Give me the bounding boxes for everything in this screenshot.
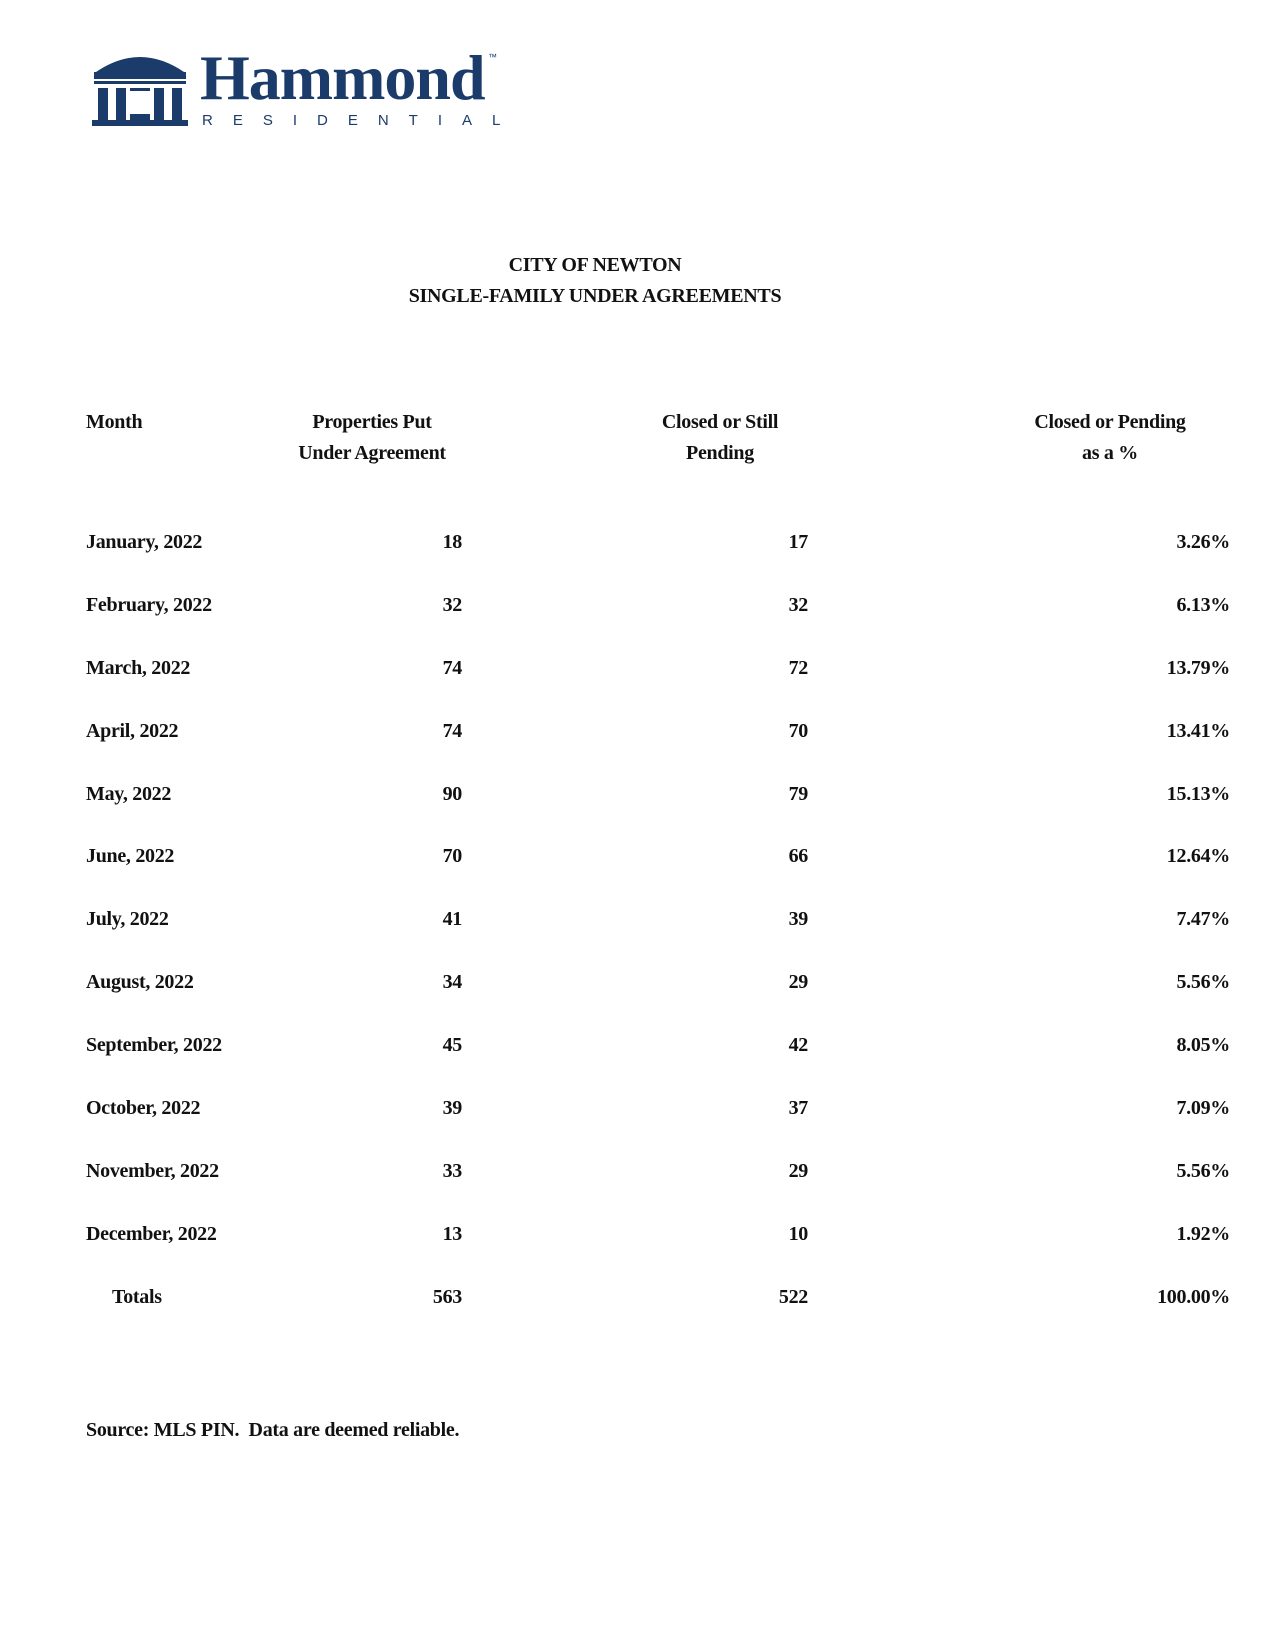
pct-cell: 1.92% [1176,1222,1230,1245]
closed-cell: 32 [788,593,808,616]
month-cell: June, 2022 [86,845,175,868]
month-cell: January, 2022 [86,531,203,553]
month-cell: April, 2022 [86,719,179,742]
month-cell: August, 2022 [86,971,194,994]
closed-cell: 42 [788,1034,808,1057]
logo-tagline: RESIDENTIAL [202,112,521,129]
logo-trademark: ™ [488,52,497,62]
put-cell: 13 [442,1222,462,1245]
put-cell: 74 [442,656,462,679]
put-cell: 70 [442,845,462,868]
table-row [0,1223,1275,1286]
header-closed-or-pending: Closed or Still Pending [661,411,779,464]
logo-brand-name: Hammond [200,42,485,113]
pct-cell: 7.47% [1176,908,1230,931]
closed-cell: 72 [788,656,808,679]
pct-cell: 6.13% [1176,593,1230,616]
pct-cell: 5.56% [1176,1159,1230,1182]
month-cell: November, 2022 [86,1159,219,1182]
hammond-logo [92,42,521,138]
closed-cell: 29 [788,1159,808,1182]
table-row [0,594,1275,657]
pct-cell: 15.13% [1166,782,1230,805]
pct-cell: 5.56% [1176,971,1230,994]
building-logo-icon [92,48,188,128]
table-row [0,720,1275,783]
month-cell: October, 2022 [86,1097,201,1120]
table-row [0,783,1275,846]
totals-closed-cell: 522 [778,1285,808,1308]
totals-put-cell: 563 [432,1285,462,1308]
closed-cell: 79 [788,782,808,805]
month-cell: December, 2022 [86,1222,217,1245]
put-cell: 33 [442,1159,462,1182]
table-row [0,971,1275,1034]
data-table [0,531,1275,1349]
document-title: CITY OF NEWTON [508,254,682,276]
month-cell: July, 2022 [86,908,169,931]
put-cell: 74 [442,719,462,742]
pct-cell: 12.64% [1166,845,1230,868]
table-row [0,908,1275,971]
month-cell: February, 2022 [86,593,212,616]
pct-cell: 13.79% [1166,656,1230,679]
closed-cell: 70 [788,719,808,742]
closed-cell: 17 [788,531,808,553]
source-note: Source: MLS PIN. Data are deemed reliable. [86,1419,460,1441]
month-cell: March, 2022 [86,656,191,679]
totals-row [0,1286,1275,1349]
totals-label: Totals [112,1285,162,1308]
header-month: Month [86,411,143,433]
pct-cell: 3.26% [1176,531,1230,553]
month-cell: May, 2022 [86,782,172,805]
pct-cell: 7.09% [1176,1097,1230,1120]
header-closed-pct: Closed or Pending as a % [1034,411,1186,464]
month-cell: September, 2022 [86,1034,222,1057]
pct-cell: 13.41% [1166,719,1230,742]
put-cell: 45 [442,1034,462,1057]
totals-pct-cell: 100.00% [1157,1285,1230,1308]
put-cell: 41 [442,908,462,931]
put-cell: 34 [442,971,462,994]
table-row [0,1034,1275,1097]
table-row [0,1160,1275,1223]
put-cell: 39 [442,1097,462,1120]
table-row [0,657,1275,720]
put-cell: 32 [442,593,462,616]
document-subtitle: SINGLE-FAMILY UNDER AGREEMENTS [408,285,782,307]
closed-cell: 37 [788,1097,808,1120]
table-row [0,845,1275,908]
closed-cell: 10 [788,1222,808,1245]
put-cell: 90 [442,782,462,805]
header-properties-put: Properties Put Under Agreement [298,411,446,464]
table-row [0,1097,1275,1160]
closed-cell: 39 [788,908,808,931]
closed-cell: 66 [788,845,808,868]
put-cell: 18 [442,531,462,553]
closed-cell: 29 [788,971,808,994]
pct-cell: 8.05% [1176,1034,1230,1057]
table-row [0,531,1275,594]
